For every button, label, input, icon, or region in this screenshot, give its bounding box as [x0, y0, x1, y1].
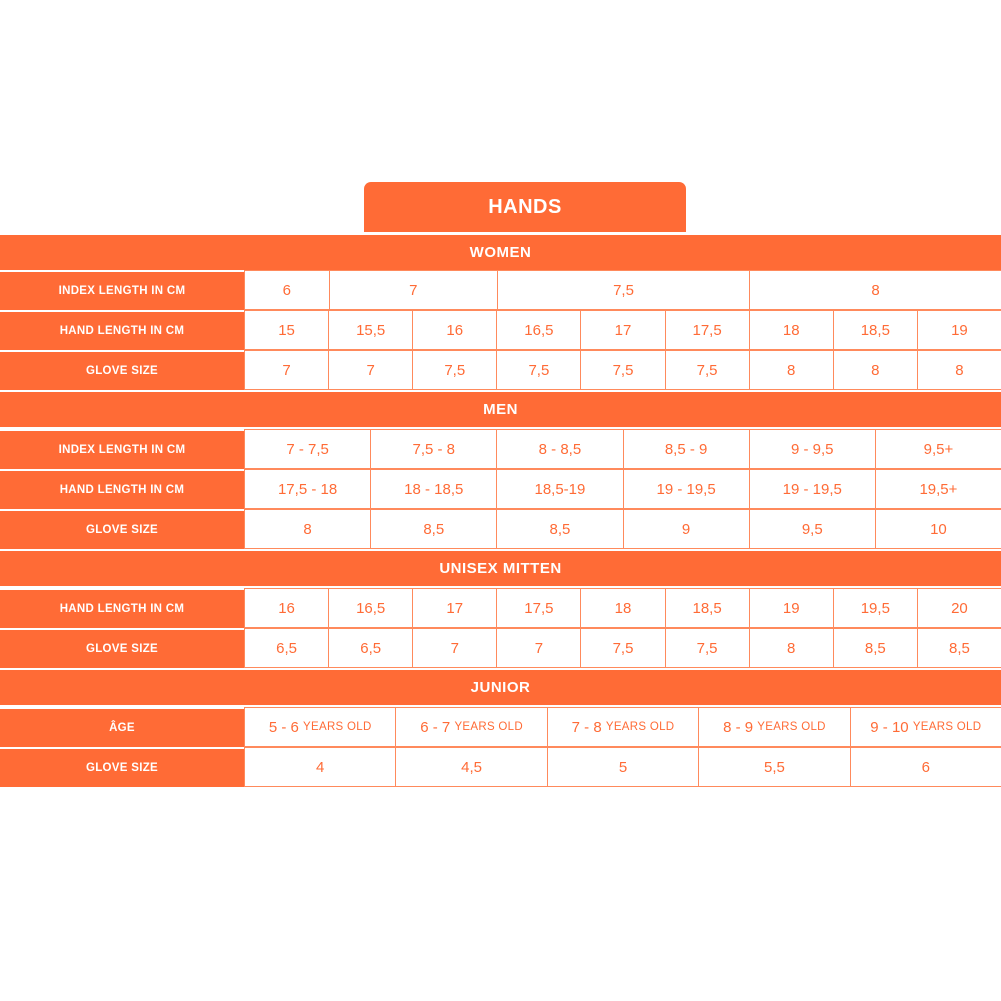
table-cell: 18,5 — [665, 589, 749, 627]
row-label: GLOVE SIZE — [0, 350, 244, 390]
table-cell: 16 — [244, 589, 328, 627]
mitten-hand-row — [0, 588, 1001, 628]
table-cell: 7 — [496, 629, 580, 667]
table-cell: 6,5 — [328, 629, 412, 667]
table-cell: 4 — [244, 748, 395, 786]
section-title: MEN — [483, 401, 518, 418]
table-cell: 5,5 — [698, 748, 849, 786]
age-range: 6 - 7 — [420, 718, 451, 736]
junior-glove-row — [0, 747, 1001, 787]
table-cell: 18,5 — [833, 311, 917, 349]
table-cell: 8 — [244, 510, 370, 548]
table-cell: 8 - 8,5 — [496, 430, 622, 468]
men-glove-row — [0, 509, 1001, 549]
table-cell — [547, 708, 698, 746]
table-cell: 17 — [580, 311, 664, 349]
table-cell: 8 — [833, 351, 917, 389]
table-cell: 18 - 18,5 — [370, 470, 496, 508]
row-label: INDEX LENGTH IN CM — [0, 270, 244, 310]
table-cell — [698, 708, 849, 746]
table-cell: 8 — [917, 351, 1001, 389]
table-cell: 7,5 - 8 — [370, 430, 496, 468]
row-cells — [244, 588, 1001, 628]
table-cell: 8 — [749, 629, 833, 667]
table-cell: 10 — [875, 510, 1001, 548]
row-cells — [244, 310, 1001, 350]
section-header-unisex-mitten — [0, 549, 1001, 586]
women-index-row — [0, 270, 1001, 310]
row-cells — [244, 707, 1001, 747]
section-title: WOMEN — [469, 244, 532, 261]
table-cell: 19 — [917, 311, 1001, 349]
row-cells — [244, 350, 1001, 390]
age-unit: YEARS OLD — [757, 721, 826, 733]
row-label: HAND LENGTH IN CM — [0, 469, 244, 509]
age-unit: YEARS OLD — [912, 721, 982, 733]
table-cell: 8 — [749, 271, 1001, 309]
age-unit: YEARS OLD — [303, 721, 372, 733]
men-index-row — [0, 429, 1001, 469]
hands-title-tab — [364, 182, 686, 232]
table-cell: 9 - 9,5 — [749, 430, 875, 468]
row-cells — [244, 509, 1001, 549]
row-label: HAND LENGTH IN CM — [0, 310, 244, 350]
table-cell: 9,5+ — [875, 430, 1001, 468]
row-cells — [244, 628, 1001, 668]
table-cell: 7,5 — [665, 629, 749, 667]
table-cell: 20 — [917, 589, 1001, 627]
table-cell: 19 — [749, 589, 833, 627]
women-glove-row — [0, 350, 1001, 390]
table-cell — [850, 708, 1001, 746]
table-cell: 7,5 — [580, 351, 664, 389]
row-cells — [244, 747, 1001, 787]
table-cell: 7,5 — [580, 629, 664, 667]
table-cell: 8,5 — [833, 629, 917, 667]
row-cells — [244, 469, 1001, 509]
table-cell: 8,5 — [917, 629, 1001, 667]
mitten-glove-row — [0, 628, 1001, 668]
table-cell — [395, 708, 546, 746]
table-cell: 18,5-19 — [496, 470, 622, 508]
table-cell — [244, 708, 395, 746]
table-cell: 7 — [328, 351, 412, 389]
table-cell: 6,5 — [244, 629, 328, 667]
row-label: GLOVE SIZE — [0, 628, 244, 668]
row-cells — [244, 429, 1001, 469]
table-cell: 7 — [412, 629, 496, 667]
table-cell: 6 — [850, 748, 1001, 786]
table-cell: 18 — [580, 589, 664, 627]
table-cell: 15 — [244, 311, 328, 349]
table-cell: 5 — [547, 748, 698, 786]
table-cell: 17 — [412, 589, 496, 627]
age-unit: YEARS OLD — [454, 721, 523, 733]
table-cell: 17,5 — [496, 589, 580, 627]
table-cell: 9,5 — [749, 510, 875, 548]
table-cell: 8,5 — [496, 510, 622, 548]
row-label: HAND LENGTH IN CM — [0, 588, 244, 628]
age-range: 8 - 9 — [723, 718, 754, 736]
table-cell: 19,5 — [833, 589, 917, 627]
table-cell: 8,5 — [370, 510, 496, 548]
section-title: UNISEX MITTEN — [439, 560, 562, 577]
table-cell: 19 - 19,5 — [749, 470, 875, 508]
table-cell: 7 — [244, 351, 328, 389]
table-cell: 7,5 — [496, 351, 580, 389]
junior-age-row — [0, 707, 1001, 747]
section-header-women — [0, 233, 1001, 270]
section-title: JUNIOR — [470, 679, 531, 696]
table-cell: 17,5 — [665, 311, 749, 349]
table-cell: 15,5 — [328, 311, 412, 349]
row-label: GLOVE SIZE — [0, 747, 244, 787]
row-label: INDEX LENGTH IN CM — [0, 429, 244, 469]
age-range: 7 - 8 — [571, 718, 602, 736]
age-range: 5 - 6 — [268, 718, 299, 736]
row-label: GLOVE SIZE — [0, 509, 244, 549]
section-header-junior — [0, 668, 1001, 705]
table-cell: 7,5 — [497, 271, 749, 309]
table-cell: 19,5+ — [875, 470, 1001, 508]
table-cell: 16 — [412, 311, 496, 349]
table-cell: 7 — [329, 271, 497, 309]
table-cell: 17,5 - 18 — [244, 470, 370, 508]
table-cell: 6 — [244, 271, 329, 309]
table-cell: 7 - 7,5 — [244, 430, 370, 468]
table-cell: 8,5 - 9 — [623, 430, 749, 468]
table-cell: 19 - 19,5 — [623, 470, 749, 508]
table-cell: 4,5 — [395, 748, 546, 786]
section-header-men — [0, 390, 1001, 427]
row-cells — [244, 270, 1001, 310]
table-cell: 8 — [749, 351, 833, 389]
table-cell: 7,5 — [665, 351, 749, 389]
hands-title: HANDS — [488, 195, 562, 218]
row-label: ÂGE — [0, 707, 244, 747]
women-hand-row — [0, 310, 1001, 350]
age-unit: YEARS OLD — [605, 721, 675, 733]
men-hand-row — [0, 469, 1001, 509]
table-cell: 16,5 — [496, 311, 580, 349]
table-cell: 18 — [749, 311, 833, 349]
table-cell: 7,5 — [412, 351, 496, 389]
age-range: 9 - 10 — [870, 718, 909, 736]
table-cell: 9 — [623, 510, 749, 548]
table-cell: 16,5 — [328, 589, 412, 627]
